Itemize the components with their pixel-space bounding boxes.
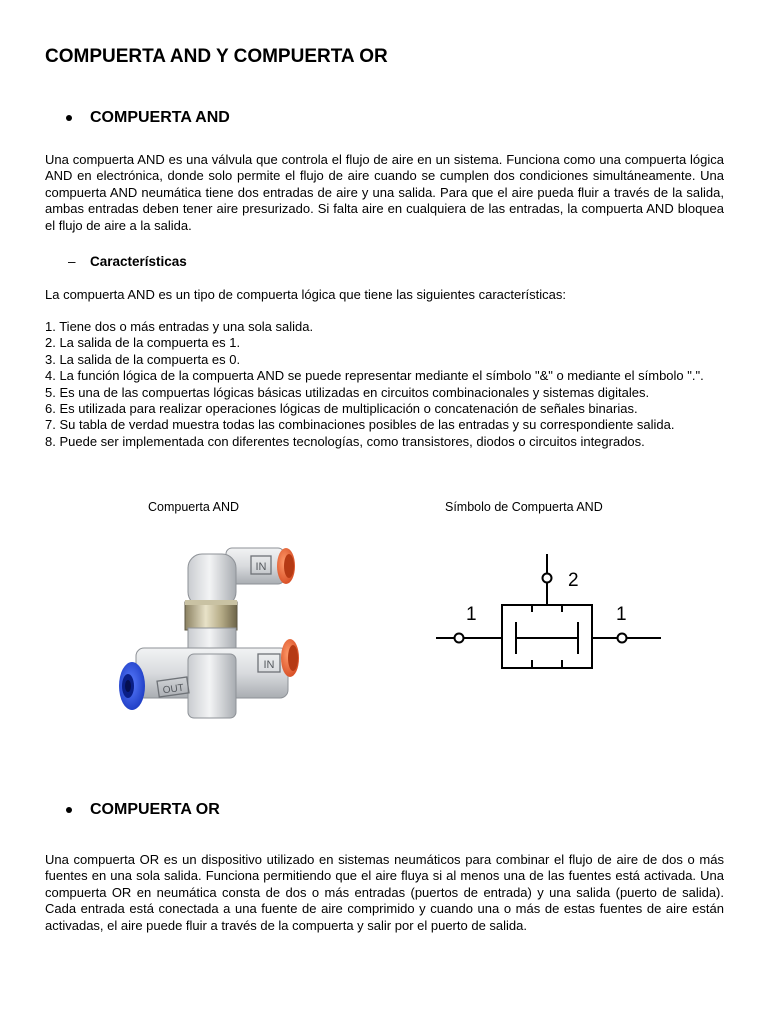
- characteristics-label: Características: [90, 254, 187, 269]
- characteristics-lead: La compuerta AND es un tipo de compuerta lógica que tiene las siguientes características:: [45, 287, 567, 302]
- and-gate-symbol: [432, 550, 664, 670]
- and-intro-paragraph: Una compuerta AND es una válvula que controla el flujo de aire en un sistema. Funciona como una compuerta lógica AND en electrónica, donde solo permite el flujo de aire cuando se cumplen dos condiciones simultáneamente. Una compuerta AND neumática tiene dos entradas de aire y una salida. Para que el aire pueda fluir a través de la salida, ambas entradas deben tener aire presurizado. Si falta aire en cualquiera de las entradas, la compuerta AND bloquea el flujo de aire a la salida.: [45, 152, 724, 233]
- characteristics-list: [45, 319, 735, 450]
- caption-photo: Compuerta AND: [148, 500, 240, 514]
- list-item: 7. Su tabla de verdad muestra todas las combinaciones posibles de las entradas y su correspondiente salida.: [45, 417, 675, 433]
- caption-symbol: Símbolo de Compuerta AND: [445, 500, 603, 514]
- list-item: 3. La salida de la compuerta es 0.: [45, 351, 241, 367]
- list-item: 1. Tiene dos o más entradas y una sola salida.: [45, 319, 314, 334]
- list-item: 6. Es utilizada para realizar operaciones lógicas de multiplicación o concatenación de señales binarias.: [45, 401, 638, 417]
- section-heading-or-label: COMPUERTA OR: [90, 801, 220, 818]
- bullet-icon: [66, 115, 72, 121]
- and-valve-image: [108, 536, 310, 724]
- port-label-2: 2: [568, 570, 579, 591]
- section-heading-and-label: COMPUERTA AND: [90, 109, 230, 126]
- out-label: OUT: [162, 682, 185, 697]
- in-label-bottom: IN: [263, 659, 275, 671]
- list-item: 2. La salida de la compuerta es 1.: [45, 335, 241, 351]
- list-item: 5. Es una de las compuertas lógicas básicas utilizadas en circuitos combinacionales y sistemas digitales.: [45, 384, 650, 400]
- dash-marker: –: [68, 254, 76, 269]
- section-heading-and: [68, 109, 230, 127]
- list-item: 4. La función lógica de la compuerta AND se puede representar mediante el símbolo "&" o mediante el símbolo ".".: [45, 368, 704, 384]
- section-heading-or: [68, 801, 220, 819]
- port-label-1-right: 1: [616, 604, 627, 625]
- characteristics-heading: [68, 254, 187, 269]
- port-label-1-left: 1: [466, 604, 477, 625]
- page-title: COMPUERTA AND Y COMPUERTA OR: [45, 46, 388, 67]
- bullet-icon: [66, 807, 72, 813]
- in-label-top: IN: [255, 561, 267, 573]
- list-item: 8. Puede ser implementada con diferentes tecnologías, como transistores, diodos o circuitos integrados.: [45, 433, 645, 449]
- or-intro-paragraph: Una compuerta OR es un dispositivo utilizado en sistemas neumáticos para combinar el flujo de aire de dos o más fuentes en una sola salida. Funciona permitiendo que el aire fluya si al menos una de las fuentes está activada. Una compuerta OR en neumática consta de dos o más entradas (puertos de entrada) y una salida (puerto de salida). Cada entrada está conectada a una fuente de aire comprimido y cuando una o más de estas fuentes de aire están activadas, el aire puede fluir a través de la compuerta y salir por el puerto de salida.: [45, 852, 724, 933]
